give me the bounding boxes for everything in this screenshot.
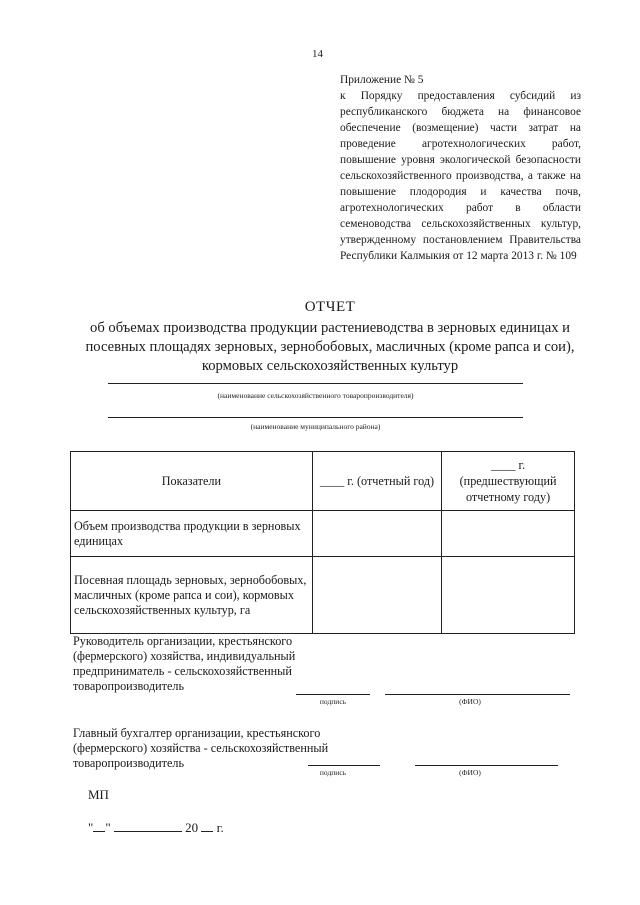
report-title: ОТЧЕТ (304, 299, 356, 315)
table-row (71, 557, 575, 634)
date-open-quote: " (88, 820, 94, 835)
stamp-label: МП (88, 787, 109, 802)
accountant-name-caption: (ФИО) (459, 768, 481, 777)
producer-caption: (наименование сельскохозяйственного товаропроизводителя) (217, 391, 414, 400)
head-signature-text: Руководитель организации, крестьянского (фермерского) хозяйства, индивидуальный предприниматель - сельскохозяйственный товаропроизводитель (73, 634, 296, 693)
header-previous-year: ____ г. (предшествующий отчетному году) (442, 452, 575, 511)
head-signature-line[interactable] (296, 694, 370, 695)
head-name-caption: (ФИО) (459, 697, 481, 706)
accountant-signature-line[interactable] (308, 765, 380, 766)
report-table (70, 451, 575, 634)
appendix-title: Приложение № 5 (340, 74, 424, 86)
producer-name-line[interactable] (108, 383, 523, 384)
cell-production-previous[interactable] (442, 511, 575, 557)
date-month-blank[interactable] (114, 820, 182, 832)
row-label-sown-area: Посевная площадь зерновых, зернобобовых, масличных (кроме рапса и сои), кормовых сельскохозяйственных культур, га (71, 557, 313, 634)
table-row (71, 511, 575, 557)
page-number: 14 (312, 48, 323, 60)
district-name-line[interactable] (108, 417, 523, 418)
appendix-body: к Порядку предоставления субсидий из республиканского бюджета на финансовое обеспечение (возмещение) части затрат на проведение агротехнологических работ, повышение уровня экологической безопасности сельскохозяйственного производства, а также на повышение плодородия и качества почв, агротехнологических работ в области семеноводства сельскохозяйственных культур, утвержденному постановлением Правительства Республики Калмыкия от 12 марта 2013 г. № 109 (340, 90, 581, 262)
date-close-quote: " (105, 820, 111, 835)
date-year-blank[interactable] (201, 820, 213, 832)
cell-area-current[interactable] (312, 557, 441, 634)
header-current-year: ____ г. (отчетный год) (312, 452, 441, 511)
date-year-prefix: 20 (185, 820, 199, 835)
date-year-suffix: г. (216, 820, 224, 835)
table-header-row (71, 452, 575, 511)
accountant-signature-text: Главный бухгалтер организации, крестьянского (фермерского) хозяйства - сельскохозяйственный товаропроизводитель (73, 726, 329, 770)
head-name-line[interactable] (385, 694, 570, 695)
appendix-block (340, 72, 581, 264)
district-caption: (наименование муниципального района) (250, 422, 381, 431)
row-label-production: Объем производства продукции в зерновых единицах (71, 511, 313, 557)
cell-production-current[interactable] (312, 511, 441, 557)
date-line (88, 820, 224, 836)
accountant-name-line[interactable] (415, 765, 558, 766)
cell-area-previous[interactable] (442, 557, 575, 634)
date-day-blank[interactable] (93, 820, 105, 832)
report-subtitle: об объемах производства продукции растениеводства в зерновых единицах и посевных площадях зерновых, зернобобовых, масличных (кроме рапса и сои), кормовых сельскохозяйственных культур (85, 320, 575, 374)
head-signature-caption: подпись (319, 697, 347, 706)
header-indicators: Показатели (71, 452, 313, 511)
accountant-signature-caption: подпись (319, 768, 347, 777)
